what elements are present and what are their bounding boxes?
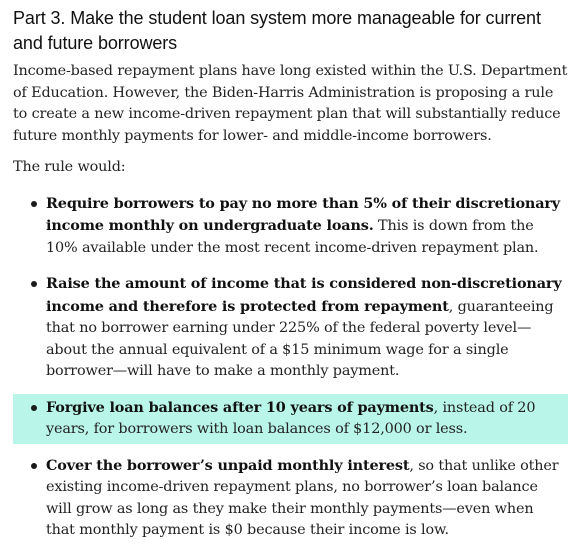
article-section — [13, 6, 568, 556]
list-item-text: This is down from the 10% available under the most recent income-driven repayment plan. — [46, 218, 539, 256]
bullet-dot-icon — [31, 281, 37, 287]
bullet-dot-icon — [31, 405, 37, 411]
lead-paragraph: The rule would: — [13, 159, 126, 175]
list-item — [13, 193, 568, 260]
list-item-highlighted — [13, 394, 568, 444]
bullet-dot-icon — [31, 201, 37, 207]
list-item — [13, 455, 568, 542]
list-item-bold: Require borrowers to pay no more than 5% of their discretionary income monthly on undergraduate loans. — [46, 194, 561, 234]
list-item-text: , instead of 20 years, for borrowers with loan balances of $12,000 or less. — [46, 399, 536, 437]
intro-paragraph: Income-based repayment plans have long existed within the U.S. Department of Education. However, the Biden-Harris Administration is proposing a rule to create a new income-driven repayment plan that will substantially reduce future monthly payments for lower- and middle-income borrowers. — [13, 63, 568, 144]
list-item — [13, 273, 568, 383]
list-item-text: , so that unlike other existing income-driven repayment plans, no borrower’s loan balance will grow as long as they make their monthly payments—even when that monthly payment is $0 because their income is low. — [46, 457, 559, 538]
bullet-dot-icon — [31, 463, 37, 469]
list-item-bold: Forgive loan balances after 10 years of payments — [46, 398, 434, 416]
list-item-bold: Raise the amount of income that is considered non-discretionary income and therefore is protected from repayment — [46, 275, 562, 315]
section-heading: Part 3. Make the student loan system more manageable for current and future borrowers — [13, 8, 541, 53]
proposal-list — [13, 193, 568, 542]
list-item-text: , guaranteeing that no borrower earning under 225% of the federal poverty level—about the annual equivalent of a $15 minimum wage for a single borrower—will have to make a monthly payment. — [46, 298, 554, 379]
list-item-bold: Cover the borrower’s unpaid monthly interest — [46, 456, 410, 474]
